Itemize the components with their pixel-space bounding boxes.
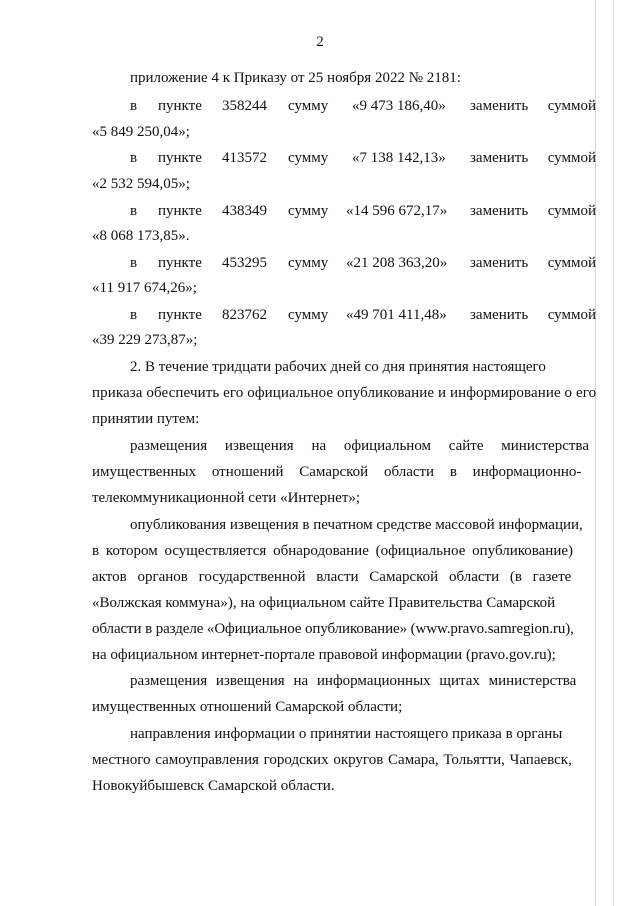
point-number: 453295 (222, 255, 267, 271)
point-number: 823762 (222, 307, 267, 323)
old-sum: «9 473 186,40» (352, 98, 446, 114)
new-sum: «2 532 594,05»; (92, 176, 190, 192)
paragraph-4-line: опубликования извещения в печатном средстве массовой информации, (130, 517, 583, 533)
old-sum: «49 701 411,48» (346, 307, 447, 323)
old-sum: «7 138 142,13» (352, 150, 446, 166)
point-number: 358244 (222, 98, 267, 114)
paragraph-2-line (130, 357, 596, 377)
paragraph-3-line: размещения извещения на официальном сайте министерства (130, 438, 589, 454)
old-sum: «21 208 363,20» (346, 255, 448, 271)
word-sum: сумму (288, 98, 329, 114)
word-sum: сумму (288, 150, 329, 166)
word-in: в (130, 150, 138, 166)
word-in: в (130, 203, 138, 219)
word-point: пункте (158, 203, 202, 219)
old-sum: «14 596 672,17» (346, 203, 448, 219)
word-with-sum: суммой (547, 203, 596, 219)
word-in: в (130, 307, 138, 323)
intro-line: приложение 4 к Приказу от 25 ноября 2022 № 2181: (130, 70, 461, 86)
word-point: пункте (158, 98, 202, 114)
word-in: в (130, 255, 138, 271)
new-sum: «39 229 273,87»; (92, 332, 198, 348)
word-sum: сумму (288, 203, 329, 219)
word-point: пункте (158, 307, 202, 323)
point-number: 438349 (222, 203, 267, 219)
amendment-row (130, 201, 596, 221)
amendment-row (130, 305, 596, 325)
new-sum: «11 917 674,26»; (92, 280, 197, 296)
paragraph-3-line: имущественных отношений Самарской области в информационно- (92, 464, 582, 480)
point-number: 413572 (222, 150, 267, 166)
word-point: пункте (158, 255, 202, 271)
word-with-sum: суммой (547, 98, 596, 114)
scan-edge-line (595, 0, 596, 906)
amendment-row (130, 253, 596, 273)
word-replace: заменить (470, 203, 529, 219)
scan-edge-line-outer (613, 0, 614, 906)
paragraph-6-line: направления информации о принятии настоящего приказа в органы (130, 726, 563, 742)
word-replace: заменить (470, 255, 529, 271)
text: 2. В течение тридцати рабочих дней со дня принятия настоящего (130, 359, 546, 375)
paragraph-4-line: области в разделе «Официальное опубликование» (www.pravo.samregion.ru), (92, 621, 574, 637)
new-sum: «8 068 173,85». (92, 228, 190, 244)
word-replace: заменить (470, 307, 529, 323)
word-sum: сумму (288, 307, 329, 323)
paragraph-6-line: Новокуйбышевск Самарской области. (92, 778, 335, 794)
word-replace: заменить (470, 150, 529, 166)
paragraph-2-line: приказа обеспечить его официальное опубликование и информирование о его (92, 385, 597, 401)
paragraph-4-line: в котором осуществляется обнародование (официальное опубликование) (92, 543, 574, 559)
paragraph-2-line: принятии путем: (92, 411, 200, 427)
paragraph-4-line: на официальном интернет-портале правовой информации (pravo.gov.ru); (92, 647, 556, 663)
word-sum: сумму (288, 255, 329, 271)
page-number: 2 (316, 34, 324, 50)
paragraph-5-line: имущественных отношений Самарской области; (92, 699, 403, 715)
word-point: пункте (158, 150, 202, 166)
paragraph-4-line: актов органов государственной власти Самарской области (в газете (92, 569, 572, 585)
paragraph-5-line: размещения извещения на информационных щитах министерства (130, 673, 577, 689)
word-replace: заменить (470, 98, 529, 114)
paragraph-3-line: телекоммуникационной сети «Интернет»; (92, 490, 361, 506)
word-with-sum: суммой (547, 150, 596, 166)
word-with-sum: суммой (547, 255, 596, 271)
word-with-sum: суммой (547, 307, 596, 323)
new-sum: «5 849 250,04»; (92, 124, 190, 140)
paragraph-4-line: «Волжская коммуна»), на официальном сайте Правительства Самарской (92, 595, 556, 611)
amendment-row (130, 96, 596, 116)
word-in: в (130, 98, 138, 114)
paragraph-6-line: местного самоуправления городских округов Самара, Тольятти, Чапаевск, (92, 752, 572, 768)
amendment-row (130, 148, 596, 168)
